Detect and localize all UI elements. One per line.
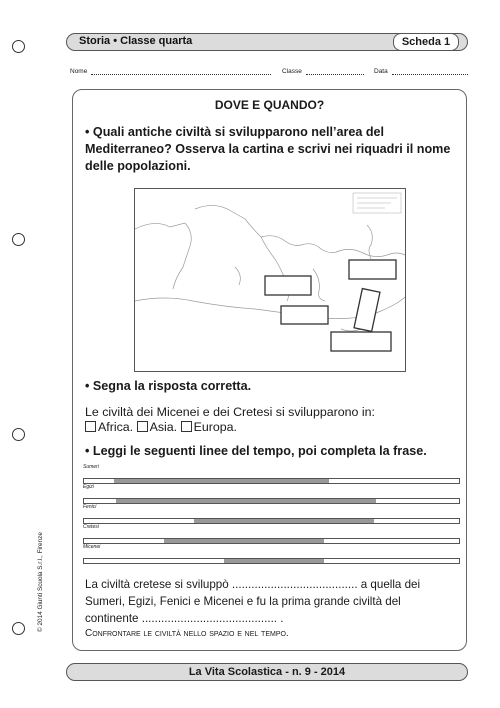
question-2: • Segna la risposta corretta. [85,379,252,393]
question-3: • Leggi le seguenti linee del tempo, poi completa la frase. [85,444,427,458]
date-field[interactable] [374,67,468,75]
name-field[interactable] [70,67,271,75]
class-label: Classe [282,68,302,75]
binder-hole [12,233,25,246]
answer-box[interactable] [331,332,391,351]
header-title: Storia • Classe quarta [79,35,193,47]
objective-text: Confrontare le civiltà nello spazio e nel tempo. [85,628,289,639]
option-label: Africa. [98,420,134,434]
scheda-label: Scheda 1 [393,33,459,51]
timeline-label: Egizi [83,484,94,490]
date-label: Data [374,68,388,75]
fill-in-sentence: La civiltà cretese si sviluppò ....................................... a quella dei Sumeri, Egizi, Fenici e Micenei e fu la prima grande civiltà del continente .......................................... . [85,578,421,625]
option-label: Europa. [193,420,237,434]
class-field[interactable] [282,67,364,75]
binder-hole [12,40,25,53]
timeline-bar [83,538,460,544]
footer-bar: La Vita Scolastica - n. 9 - 2014 [66,663,468,681]
page-title: DOVE E QUANDO? [214,98,325,112]
option-europa[interactable] [181,420,237,434]
timeline-bar [83,558,460,564]
timeline-label: Micenei [83,544,101,550]
worksheet-panel [72,89,467,651]
option-label: Asia. [149,420,178,434]
timeline-label: Sumeri [83,464,99,470]
option-asia[interactable] [137,420,178,434]
answer-box[interactable] [349,260,396,279]
binder-hole [12,622,25,635]
timelines [83,464,458,564]
timeline-bar [83,478,460,484]
mediterranean-map [134,188,406,372]
timeline-label: Cretesi [83,524,99,530]
answer-box[interactable] [265,276,311,295]
timeline-label: Fenici [83,504,97,510]
map-outline [135,189,405,371]
timeline-bar [83,518,460,524]
name-label: Nome [70,68,88,75]
q2-sentence: Le civiltà dei Micenei e dei Cretesi si svilupparono in: [85,405,375,419]
q2-options [85,420,237,435]
header-bar [66,33,468,51]
binder-hole [12,428,25,441]
copyright: © 2014 Giunti Scuola S.r.l., Firenze [37,532,44,632]
answer-box[interactable] [354,289,380,332]
answer-box[interactable] [281,306,328,324]
checkbox[interactable] [181,421,192,432]
checkbox[interactable] [85,421,96,432]
checkbox[interactable] [137,421,148,432]
timeline-bar [83,498,460,504]
option-africa[interactable] [85,420,133,434]
question-1: • Quali antiche civiltà si svilupparono nell’area del Mediterraneo? Osserva la cartina e scrivi nei riquadri il nome delle popolazioni. [85,125,451,173]
